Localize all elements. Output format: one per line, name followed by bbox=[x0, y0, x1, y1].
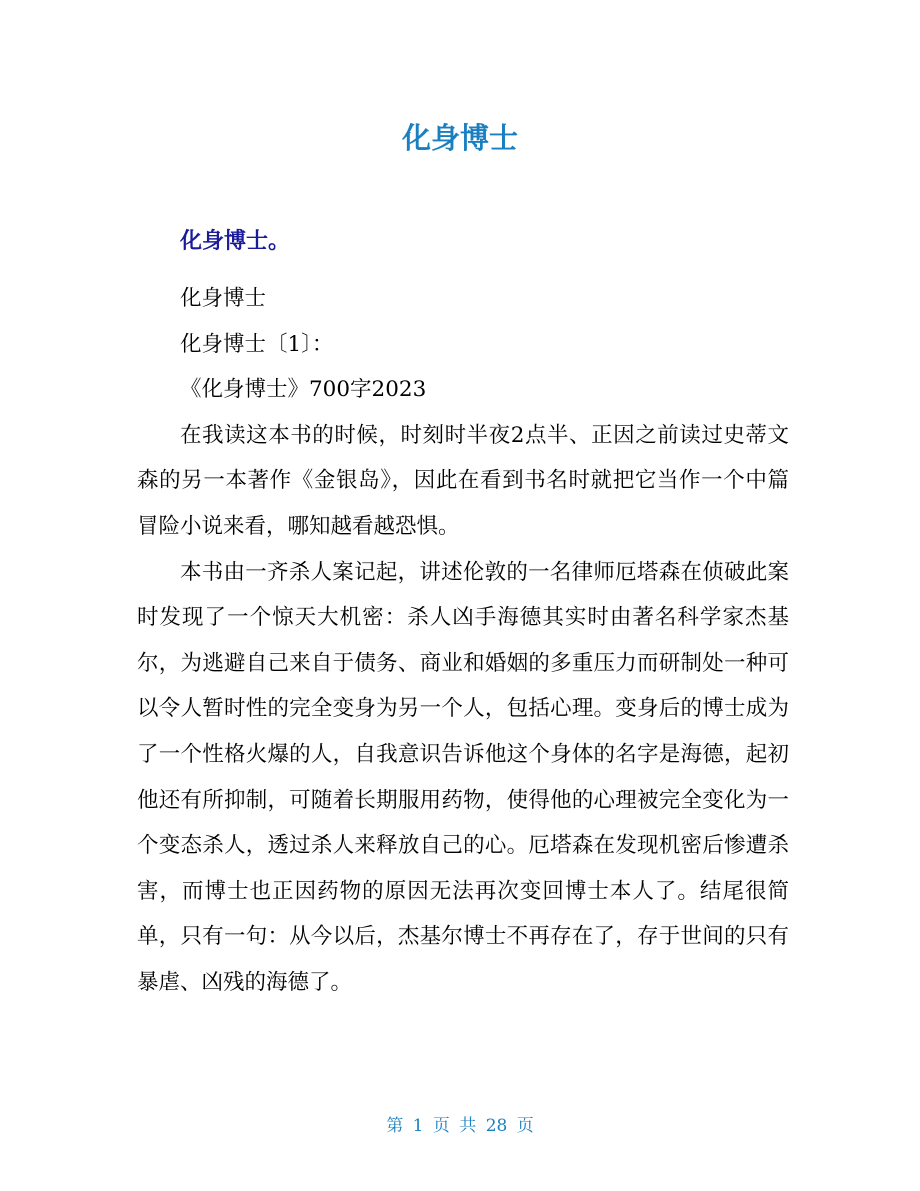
document-body bbox=[137, 276, 789, 1006]
body-paragraph: 在我读这本书的时候，时刻时半夜2点半、正因之前读过史蒂文森的另一本著作《金银岛》，因此在看到书名时就把它当作一个中篇冒险小说来看，哪知越看越恐惧。 bbox=[137, 422, 789, 539]
body-paragraph: 化身博士〔1〕： bbox=[180, 331, 334, 357]
section-heading: 化身博士。 bbox=[180, 229, 291, 254]
body-paragraph: 本书由一齐杀人案记起，讲述伦敦的一名律师厄塔森在侦破此案时发现了一个惊天大机密：杀人凶手海德其实时由著名科学家杰基尔，为逃避自己来自于债务、商业和婚姻的多重压力而研制处一种可以令人暂时性的完全变身为另一个人，包括心理。变身后的博士成为了一个性格火爆的人，自我意识告诉他这个身体的名字是海德，起初他还有所抑制，可随着长期服用药物，使得他的心理被完全变化为一个变态杀人，透过杀人来释放自己的心。厄塔森在发现机密后惨遭杀害，而博士也正因药物的原因无法再次变回博士本人了。结尾很简单，只有一句：从今以后，杰基尔博士不再存在了，存于世间的只有暴虐、凶残的海德了。 bbox=[137, 559, 789, 995]
document-title: 化身博士 bbox=[401, 121, 518, 155]
body-paragraph: 化身博士 bbox=[180, 286, 267, 311]
body-paragraph: 《化身博士》700字2023 bbox=[180, 377, 427, 403]
page-number-footer: 第 1 页 共 28 页 bbox=[386, 1116, 534, 1136]
